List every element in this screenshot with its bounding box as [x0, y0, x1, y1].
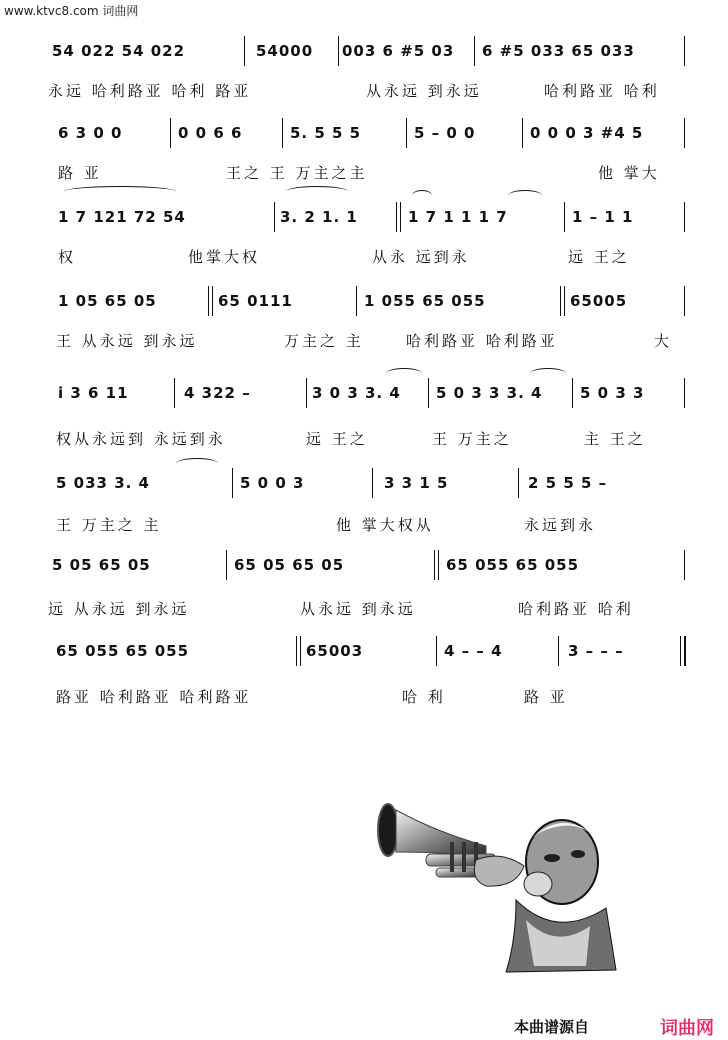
notes-line — [0, 556, 728, 584]
barline — [436, 636, 437, 666]
barline — [170, 118, 171, 148]
lyrics-line — [0, 514, 728, 538]
barline — [396, 202, 397, 232]
barline — [572, 378, 573, 408]
notes-line — [0, 474, 728, 502]
measure: 6 3 0 0 — [58, 124, 123, 142]
lyric-segment: 王之 王 万主之主 — [226, 164, 368, 182]
barline — [400, 202, 401, 232]
barline — [174, 378, 175, 408]
barline — [212, 286, 213, 316]
measure: 1 05 65 05 — [58, 292, 157, 310]
barline — [564, 202, 565, 232]
measure: 65003 — [306, 642, 364, 660]
measure: 1 7 121 72 54 — [58, 208, 186, 226]
barline — [232, 468, 233, 498]
lyric-segment: 王 从永远 到永远 — [56, 332, 198, 350]
measure: 65 05 65 05 — [234, 556, 345, 574]
barline — [296, 636, 297, 666]
barline — [244, 36, 245, 66]
lyrics-line — [0, 80, 728, 104]
barline — [522, 118, 523, 148]
barline — [684, 286, 685, 316]
measure: 3 0 3 3. 4 — [312, 384, 401, 402]
lyric-segment: 永远 哈利路亚 哈利 路亚 — [48, 82, 252, 100]
notes-line — [0, 384, 728, 412]
measure: i 3 6 11 — [58, 384, 129, 402]
lyric-segment: 王 万主之 主 — [56, 516, 162, 534]
measure: 5 0 0 3 — [240, 474, 305, 492]
lyric-segment: 他 掌大权从 — [336, 516, 434, 534]
barline — [684, 118, 685, 148]
lyric-segment: 大 — [654, 332, 673, 350]
barline — [428, 378, 429, 408]
measure: 0 0 0 3 #4 5 — [530, 124, 644, 142]
barline — [208, 286, 209, 316]
lyric-segment: 路亚 哈利路亚 哈利路亚 — [56, 688, 252, 706]
lyric-segment: 王 万主之 — [432, 430, 512, 448]
barline — [356, 286, 357, 316]
site-logo[interactable]: 词曲网 — [660, 1018, 714, 1039]
barline — [684, 36, 685, 66]
measure: 5 033 3. 4 — [56, 474, 150, 492]
measure: 5. 5 5 5 — [290, 124, 362, 142]
measure: 65005 — [570, 292, 628, 310]
measure: 5 – 0 0 — [414, 124, 476, 142]
barline — [406, 118, 407, 148]
measure: 5 0 3 3 — [580, 384, 645, 402]
final-barline-thin — [680, 636, 681, 666]
measure: 3 – – – — [568, 642, 624, 660]
site-watermark: www.ktvc8.com 词曲网 — [4, 4, 139, 18]
measure: 5 0 3 3 3. 4 — [436, 384, 543, 402]
barline — [438, 550, 439, 580]
lyric-segment: 从永 远到永 — [372, 248, 470, 266]
lyric-segment: 哈利路亚 哈利 — [544, 82, 660, 100]
lyric-segment: 路 亚 — [58, 164, 102, 182]
measure: 1 7 1 1 1 7 — [408, 208, 508, 226]
lyric-segment: 路 亚 — [524, 688, 568, 706]
lyric-segment: 从永远 到永远 — [366, 82, 482, 100]
measure: 4 – – 4 — [444, 642, 503, 660]
lyrics-line — [0, 162, 728, 186]
lyric-segment: 他 掌大 — [598, 164, 660, 182]
barline — [558, 636, 559, 666]
barline — [372, 468, 373, 498]
lyric-segment: 哈 利 — [402, 688, 446, 706]
lyric-segment: 从永远 到永远 — [300, 600, 416, 618]
source-label: 本曲谱源自 — [514, 1018, 590, 1036]
barline — [684, 550, 685, 580]
measure: 65 0111 — [218, 292, 293, 310]
barline — [474, 36, 475, 66]
measure: 54000 — [256, 42, 314, 60]
lyric-segment: 哈利路亚 哈利 — [518, 600, 634, 618]
barline — [564, 286, 565, 316]
lyric-segment: 他掌大权 — [188, 248, 261, 266]
measure: 003 6 #5 03 — [342, 42, 455, 60]
slur-mark — [508, 190, 542, 201]
lyric-segment: 权 — [58, 248, 77, 266]
lyric-segment: 哈利路亚 哈利路亚 — [406, 332, 558, 350]
notes-line — [0, 124, 728, 152]
barline — [434, 550, 435, 580]
barline — [282, 118, 283, 148]
barline — [226, 550, 227, 580]
measure: 1 – 1 1 — [572, 208, 634, 226]
barline — [338, 36, 339, 66]
slur-mark — [530, 368, 566, 379]
lyrics-line — [0, 246, 728, 270]
measure: 65 055 65 055 — [446, 556, 580, 574]
measure: 2 5 5 5 – — [528, 474, 608, 492]
slur-mark — [64, 186, 176, 197]
barline — [274, 202, 275, 232]
slur-mark — [176, 458, 218, 469]
lyrics-line — [0, 330, 728, 354]
measure: 65 055 65 055 — [56, 642, 190, 660]
measure: 5 05 65 05 — [52, 556, 151, 574]
barline — [684, 202, 685, 232]
slur-mark — [386, 368, 422, 379]
notes-line — [0, 208, 728, 236]
lyric-segment: 万主之 主 — [284, 332, 364, 350]
notes-line — [0, 292, 728, 320]
lyric-segment: 远 从永远 到永远 — [48, 600, 190, 618]
final-barline-thick — [684, 636, 686, 666]
trumpet-player-illustration — [366, 790, 622, 980]
barline — [560, 286, 561, 316]
measure: 1 055 65 055 — [364, 292, 486, 310]
measure: 3. 2 1. 1 — [280, 208, 358, 226]
lyric-segment: 远 王之 — [568, 248, 630, 266]
slur-mark — [412, 190, 432, 201]
barline — [684, 378, 685, 408]
lyric-segment: 权从永远到 永远到永 — [56, 430, 226, 448]
barline — [300, 636, 301, 666]
lyrics-line — [0, 428, 728, 452]
lyric-segment: 永远到永 — [524, 516, 597, 534]
lyrics-line — [0, 598, 728, 622]
notes-line — [0, 42, 728, 70]
lyrics-line — [0, 686, 728, 710]
lyric-segment: 远 王之 — [306, 430, 368, 448]
measure: 6 #5 033 65 033 — [482, 42, 635, 60]
measure: 3 3 1 5 — [384, 474, 449, 492]
barline — [518, 468, 519, 498]
measure: 54 022 54 022 — [52, 42, 186, 60]
measure: 0 0 6 6 — [178, 124, 243, 142]
barline — [306, 378, 307, 408]
notes-line — [0, 642, 728, 670]
slur-mark — [286, 186, 348, 197]
measure: 4 322 – — [184, 384, 251, 402]
lyric-segment: 主 王之 — [584, 430, 646, 448]
